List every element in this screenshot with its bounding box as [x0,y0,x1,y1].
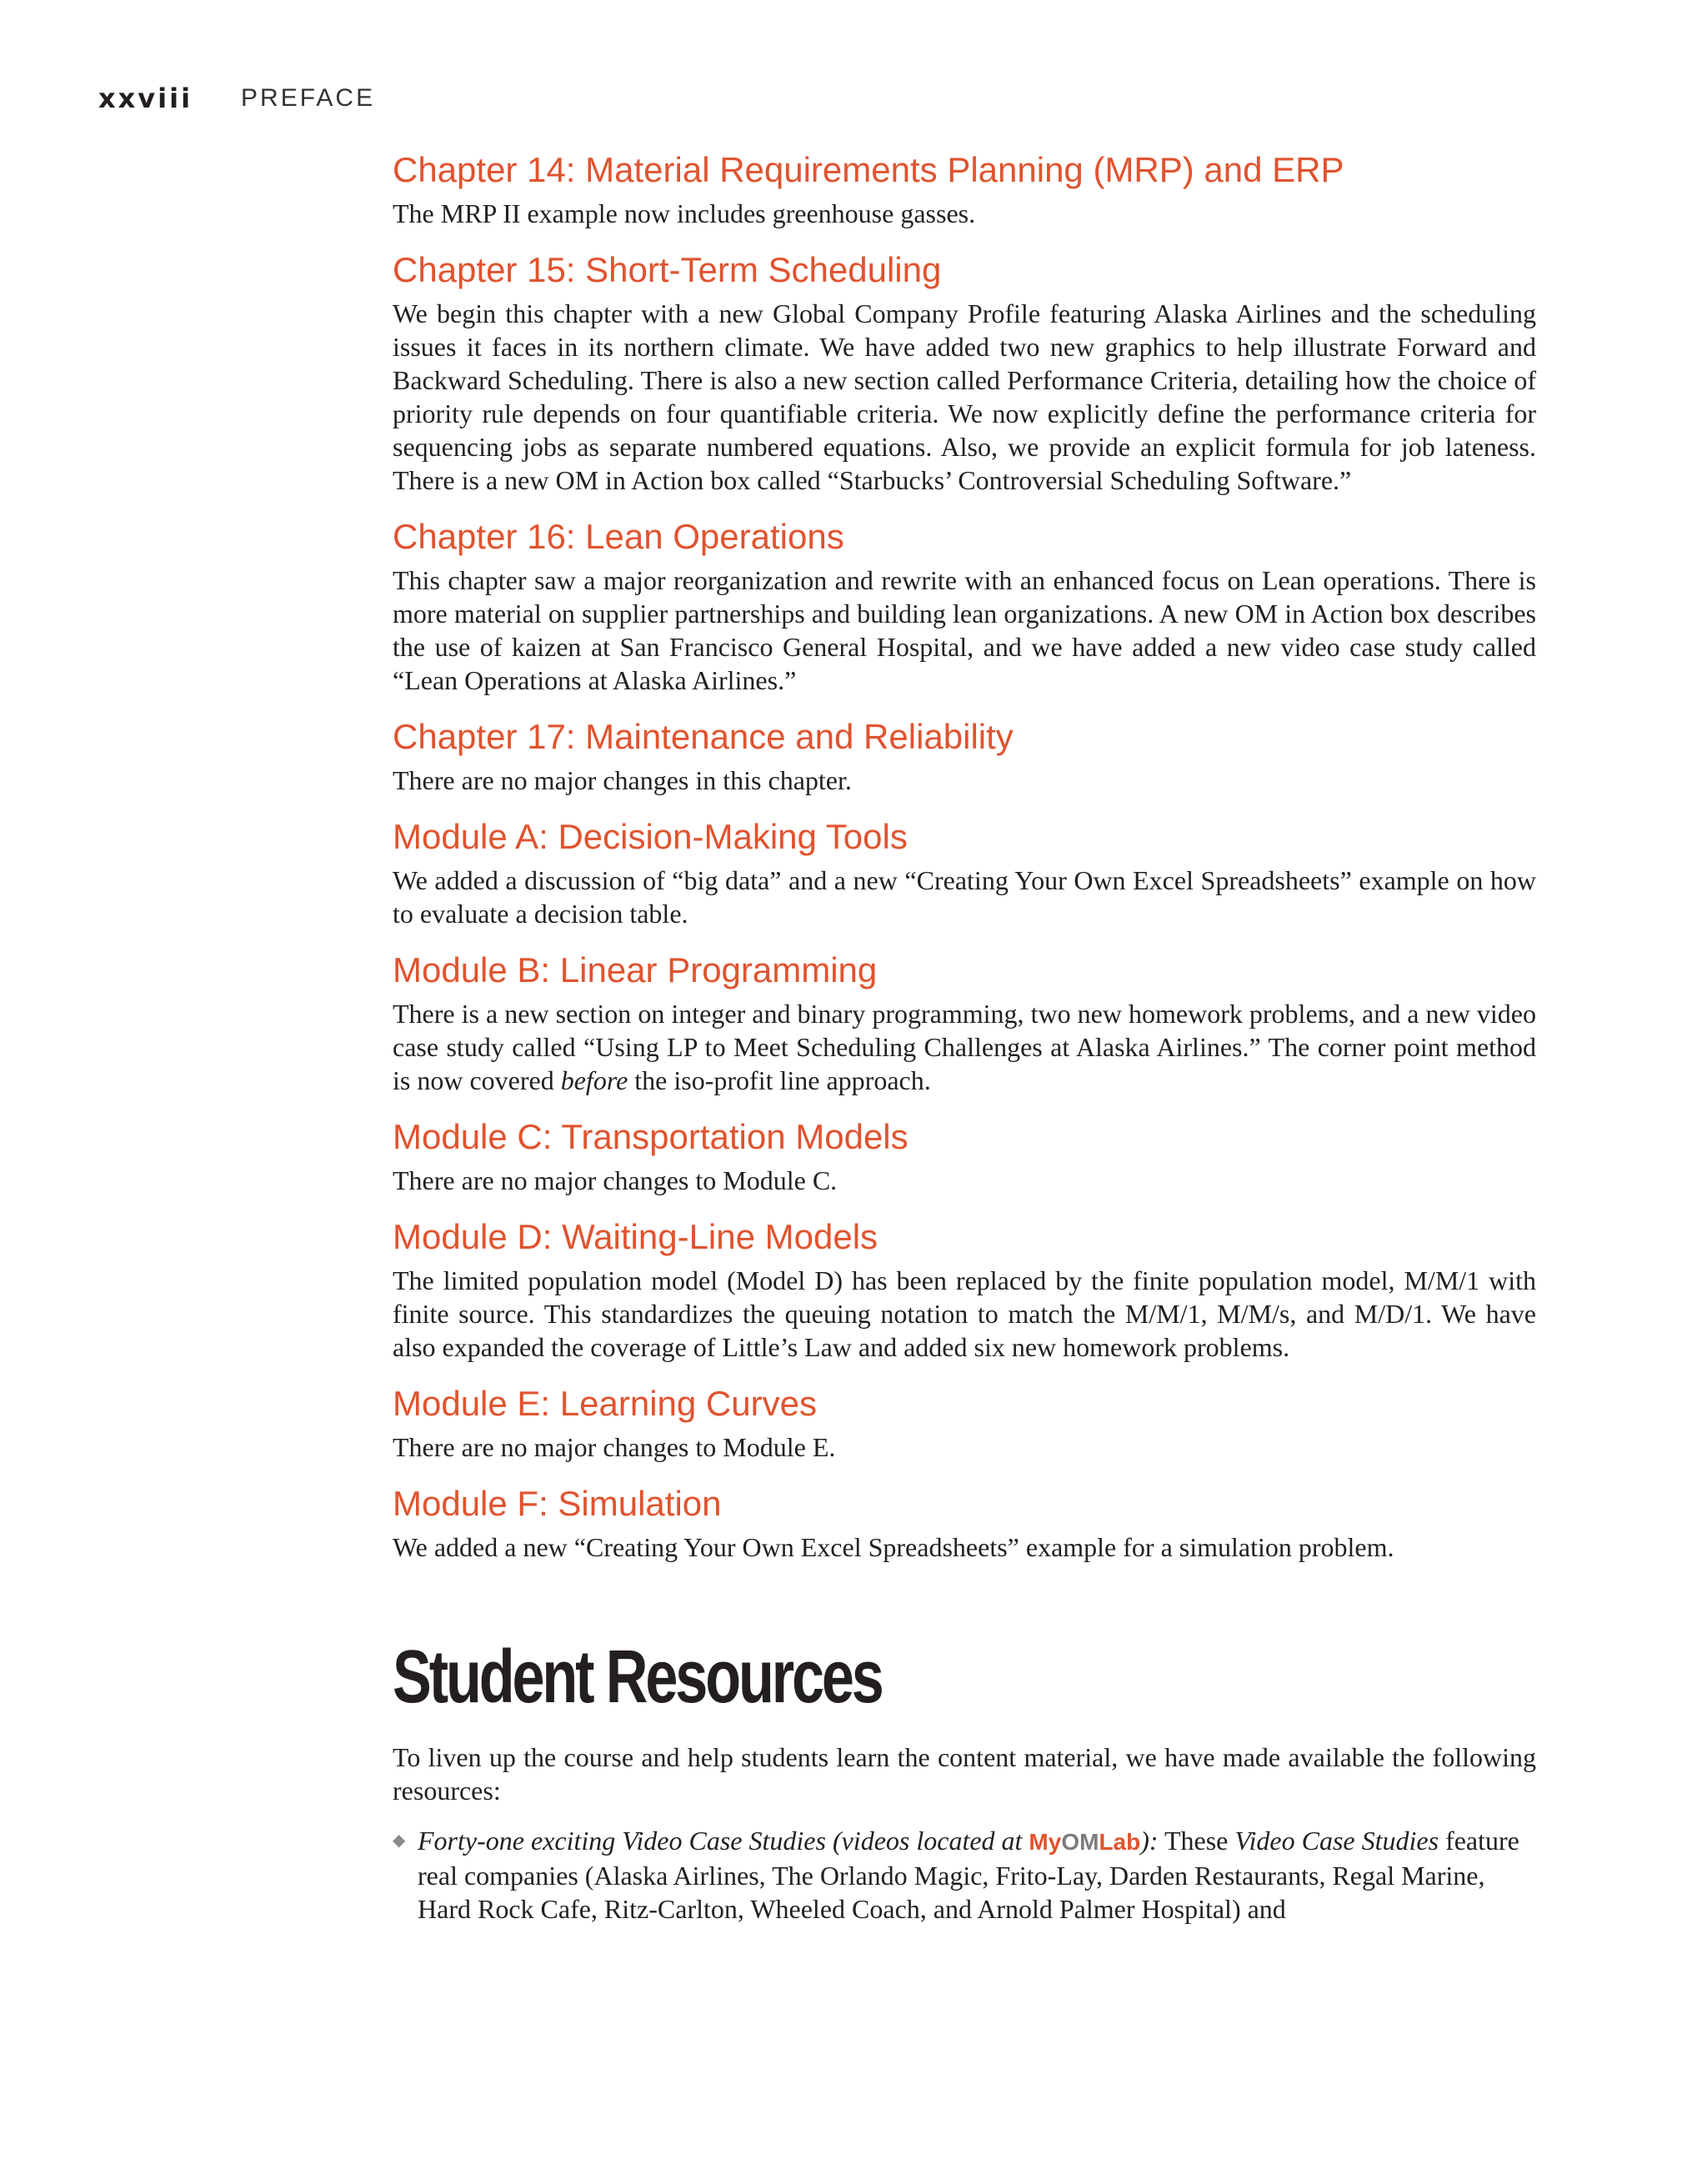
section-heading: Module E: Learning Curves [393,1384,817,1423]
section-body: The limited population model (Model D) has been replaced by the finite population model, M/M/1 with finite source. This standardizes the queuing notation to match the M/M/1, M/M/s, and M/D/1. We have also expanded the coverage of Little’s Law and added six new homework problems. [393,1265,1536,1362]
section-body: We added a discussion of “big data” and a new “Creating Your Own Excel Spreadsheets” example on how to evaluate a decision table. [393,865,1536,929]
section-module-c [393,1115,1536,1197]
section-heading: Module C: Transportation Models [393,1117,909,1156]
section-heading: Chapter 17: Maintenance and Reliability [393,717,1014,756]
section-chapter-14 [393,148,1536,230]
bullet-lead-close: ): [1140,1826,1159,1856]
section-module-a [393,815,1536,930]
section-body: There are no major changes to Module C. [393,1165,838,1195]
running-head [98,80,375,117]
emphasis-text: before [560,1065,628,1095]
section-body [393,997,1536,1097]
section-heading: Module F: Simulation [393,1484,722,1523]
list-item [393,1824,1536,1926]
section-chapter-16 [393,515,1536,697]
section-module-b [393,949,1536,1097]
diamond-bullet-icon: ◆ [393,1831,406,1850]
section-chapter-17 [393,715,1536,797]
section-module-e [393,1382,1536,1464]
page-number: xxviii [98,83,193,114]
section-heading: Chapter 14: Material Requirements Planning (MRP) and ERP [393,150,1344,189]
section-heading: Chapter 16: Lean Operations [393,517,844,556]
student-resources-heading: Student Resources [393,1635,882,1719]
section-chapter-15 [393,248,1536,497]
bullet-text: feature real companies (Alaska Airlines, The Orlando Magic, Frito-Lay, Darden Restaurants, Regal Marine, Hard Rock Cafe, Ritz-Carlton, Wheeled Coach, and Arnold Palmer Hospital) and [418,1826,1519,1924]
bullet-lead: Forty-one exciting Video Case Studies (videos located at [418,1826,1029,1856]
section-body: There are no major changes to Module E. [393,1432,836,1462]
bullet-text: These [1158,1826,1235,1856]
section-heading: Module A: Decision-Making Tools [393,817,908,856]
section-heading: Chapter 15: Short-Term Scheduling [393,250,942,289]
myomlab-logo [1029,1829,1140,1855]
body-text: the iso-profit line approach. [628,1065,931,1095]
bullet-emphasis: Video Case Studies [1234,1826,1439,1856]
section-body: This chapter saw a major reorganization and rewrite with an enhanced focus on Lean operations. There is more material on supplier partnerships and building lean organizations. A new OM in Action box describes the use of kaizen at San Francisco General Hospital, and we have added a new video case study called “Lean Operations at Alaska Airlines.” [393,565,1536,695]
brand-om: OM [1061,1829,1099,1855]
section-body: The MRP II example now includes greenhouse gasses. [393,198,976,228]
running-title: PREFACE [241,84,376,112]
brand-my: My [1029,1829,1062,1855]
section-body: We added a new “Creating Your Own Excel Spreadsheets” example for a simulation problem. [393,1532,1394,1562]
section-module-d [393,1215,1536,1364]
body-text: There is a new section on integer and binary programming, two new homework problems, and a new video case study called “Using LP to Meet Scheduling Challenges at Alaska Airlines.” The corner point method is now covered [393,999,1536,1095]
page-content [393,148,1536,1926]
brand-lab: Lab [1099,1829,1141,1855]
section-body: There are no major changes in this chapter. [393,765,852,795]
section-heading: Module D: Waiting-Line Models [393,1217,879,1256]
section-body: We begin this chapter with a new Global Company Profile featuring Alaska Airlines and the scheduling issues it faces in its northern climate. We have added two new graphics to help illustrate Forward and Backward Scheduling. There is also a new section called Performance Criteria, detailing how the choice of priority rule depends on four quantifiable criteria. We now explicitly define the performance criteria for sequencing jobs as separate numbered equations. Also, we provide an explicit formula for job lateness. There is a new OM in Action box called “Starbucks’ Controversial Scheduling Software.” [393,298,1536,495]
section-heading: Module B: Linear Programming [393,950,878,989]
section-module-f [393,1482,1536,1564]
student-resources-intro: To liven up the course and help students learn the content material, we have made available the following resources: [393,1742,1536,1806]
